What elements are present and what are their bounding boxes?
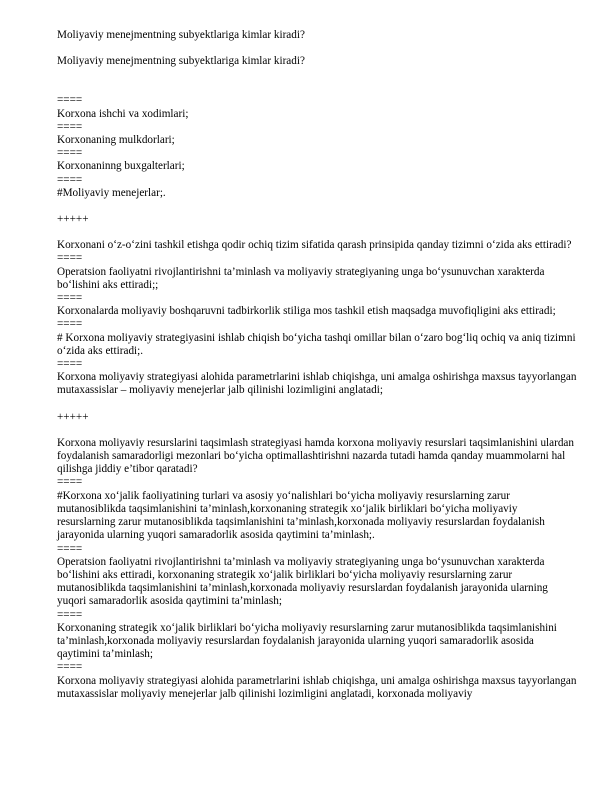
question-2-text: Korxonani o‘z-o‘zini tashkil etishga qodir ochiq tizim sifatida qarash prinsipida qanday tizimni o‘zida aks ettiradi? (57, 239, 572, 252)
answer-option: Korxona moliyaviy strategiyasi alohida parametrlarini ishlab chiqishga, uni amalga oshirishga maxsus tayyorlangan mutaxassislar – moliyaviy menejerlar jalb qilinishi lozimligini anglatadi; (57, 371, 580, 397)
answer-option: Korxonaninng buxgalterlari; (57, 160, 185, 173)
answer-separator: ==== (57, 542, 83, 555)
question-divider: +++++ (57, 213, 89, 226)
answer-separator: ==== (57, 476, 83, 489)
answer-separator: ==== (57, 318, 83, 331)
answer-separator: ==== (57, 292, 83, 305)
document-title: Moliyaviy menejmentning subyektlariga kimlar kiradi? (57, 29, 305, 41)
answer-option-correct: #Korxona xo‘jalik faoliyatining turlari va asosiy yo‘nalishlari bo‘yicha moliyaviy resurslarning zarur mutanosiblikda taqsimlanishini ta’minlash,korxonaning strategik xo‘jalik birliklari bo‘yicha moliyaviy resurslarning zarur mutanosiblikda taqsimlanishini ta’minlash,korxonada moliyaviy resurslardan foydalanish jarayonida ularning yuqori samaradorlik asosida qaytimini ta’minlash;. (57, 489, 548, 542)
answer-option-correct: # Korxona moliyaviy strategiyasini ishlab chiqish bo‘yicha tashqi omillar bilan o‘zaro bog‘liq ochiq va aniq tizimni o‘zida aks ettiradi;. (57, 331, 579, 357)
question-3-text: Korxona moliyaviy resurslarini taqsimlash strategiyasi hamda korxona moliyaviy resurslari taqsimlanishini ulardan foydalanish samaradorligi mezonlari bo‘yicha optimallashtirishni nazarda tutadi hamda qanday muammolarni hal qilishga jiddiy e’tibor qaratadi? (57, 436, 577, 476)
answer-option-correct: #Moliyaviy menejerlar;. (57, 186, 166, 199)
document-page (57, 29, 580, 701)
answer-option: Korxonalarda moliyaviy boshqaruvni tadbirkorlik stiliga mos tashkil etish maqsadga muvofiqligini aks ettiradi; (57, 305, 556, 318)
question-1-text: Moliyaviy menejmentning subyektlariga kimlar kiradi? (57, 55, 305, 68)
answer-option: Korxonaning strategik xo‘jalik birliklari bo‘yicha moliyaviy resurslarning zarur mutanosiblikda taqsimlanishini ta’minlash,korxonada moliyaviy resurslardan foydalanish jarayonida ularning yuqori samaradorlik asosida qaytimini ta’minlash; (57, 621, 560, 661)
answer-separator: ==== (57, 661, 83, 674)
answer-option: Korxona moliyaviy strategiyasi alohida parametrlarini ishlab chiqishga, uni amalga oshirishga maxsus tayyorlangan mutaxassislar moliyaviy menejerlar jalb qilinishi lozimligini anglatadi, korxonada moliyaviy (57, 674, 580, 700)
answer-option: Operatsion faoliyatni rivojlantirishni ta’minlash va moliyaviy strategiyaning unga bo‘ysunuvchan xarakterda bo‘lishini aks ettiradi, korxonaning strategik xo‘jalik birliklari bo‘yicha moliyaviy resurslarning zarur mutanosiblikda taqsimlanishini ta’minlash,korxonada moliyaviy resurslardan foydalanish jarayonida ularning yuqori samaradorlik asosida qaytimini ta’minlash; (57, 555, 551, 608)
answer-separator: ==== (57, 358, 83, 371)
answer-separator: ==== (57, 94, 83, 107)
answer-option: Operatsion faoliyatni rivojlantirishni ta’minlash va moliyaviy strategiyaning unga bo‘ysunuvchan xarakterda bo‘lishini aks ettiradi;; (57, 265, 548, 291)
answer-separator: ==== (57, 173, 83, 186)
answer-separator: ==== (57, 252, 83, 265)
answer-separator: ==== (57, 120, 83, 133)
answer-option: Korxona ishchi va xodimlari; (57, 107, 189, 120)
answer-separator: ==== (57, 147, 83, 160)
question-divider: +++++ (57, 410, 89, 423)
answer-option: Korxonaning mulkdorlari; (57, 134, 175, 147)
answer-separator: ==== (57, 608, 83, 621)
